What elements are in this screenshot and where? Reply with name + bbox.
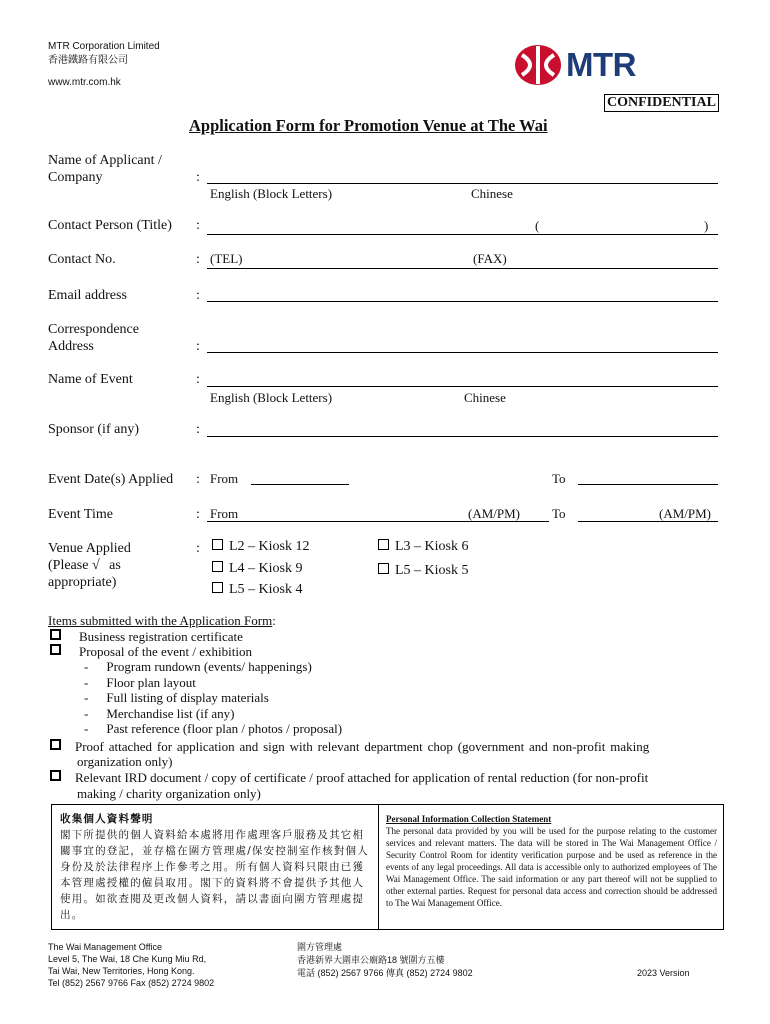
notice-zh-body: 閣下所提供的個人資料給本處將用作處理客戶服務及其它相關事宜的登記，並存檔在圍方管理處/保安控制室作核對個人身份及於法律程序上作參考之用。所有個人資料只限由已獲本管理處授權的僱員取用。閣下的資料將不會提供予其他人使用。如欲查閱及更改個人資料，請以書面向圍方管理處提出。 (60, 829, 369, 921)
address-label-line2: Address (48, 339, 94, 354)
checkbox-icon[interactable] (50, 644, 61, 655)
venue-label-line1: Venue Applied (48, 541, 131, 556)
item-proof[interactable] (50, 739, 730, 755)
checkbox-icon[interactable] (212, 582, 223, 593)
form-version: 2023 Version (637, 968, 690, 978)
notice-divider (378, 805, 379, 929)
date-from-field[interactable] (251, 484, 349, 485)
notice-en (386, 813, 717, 909)
colon: : (196, 372, 200, 387)
sub-item-label: Floor plan layout (106, 675, 196, 690)
time-to-ampm: (AM/PM) (659, 506, 712, 521)
colon: : (196, 422, 200, 437)
colon: : (196, 472, 200, 487)
venue-option-label: L2 – Kiosk 12 (229, 539, 310, 554)
items-heading-text: Items submitted with the Application Form (48, 613, 273, 628)
footer-zh-office: 圍方管理處 (297, 942, 343, 952)
venue-label-as: as (109, 558, 121, 573)
time-to-label: To (552, 506, 566, 521)
items-heading-colon: : (272, 613, 276, 628)
venue-option-l5-kiosk4[interactable] (212, 582, 303, 598)
checkbox-icon[interactable] (212, 561, 223, 572)
checkbox-icon[interactable] (50, 770, 61, 781)
venue-option-label: L5 – Kiosk 4 (229, 582, 303, 597)
event-english-hint: English (Block Letters) (210, 390, 333, 405)
dash: - (84, 706, 89, 721)
venue-option-l2-kiosk12[interactable] (212, 539, 310, 555)
applicant-name-field[interactable] (207, 183, 718, 184)
applicant-label-line1: Name of Applicant / (48, 153, 162, 168)
time-from-field[interactable] (207, 521, 549, 522)
footer-address-line1: Level 5, The Wai, 18 Che Kung Miu Rd, (48, 954, 207, 964)
venue-label-line2 (48, 558, 121, 574)
item-proof-cont: organization only) (77, 754, 173, 769)
sub-item-label: Program rundown (events/ happenings) (106, 659, 312, 674)
venue-option-l5-kiosk5[interactable] (378, 563, 469, 579)
items-heading (48, 613, 276, 629)
address-field[interactable] (207, 352, 718, 353)
footer-zh-contact: 電話 (852) 2567 9766 傳真 (852) 2724 9802 (297, 968, 473, 978)
mtr-logo-symbol-icon (514, 44, 562, 86)
tel-label: (TEL) (210, 251, 243, 266)
checkbox-icon[interactable] (212, 539, 223, 550)
dash: - (84, 690, 89, 705)
fax-label: (FAX) (473, 251, 507, 266)
time-to-field[interactable] (578, 521, 718, 522)
sub-item-label: Merchandise list (if any) (106, 706, 235, 721)
date-to-field[interactable] (578, 484, 718, 485)
mtr-logo (514, 44, 664, 86)
contact-person-field[interactable] (207, 234, 718, 235)
footer-zh (297, 941, 473, 980)
sponsor-label: Sponsor (if any) (48, 422, 139, 437)
event-chinese-hint: Chinese (464, 390, 506, 405)
item-label: Proof attached for application and sign with relevant department chop (government and non-profit making (75, 739, 650, 754)
colon: : (196, 170, 200, 185)
checkbox-icon[interactable] (50, 629, 61, 640)
event-time-label: Event Time (48, 507, 113, 522)
time-from-label: From (210, 506, 239, 521)
footer-zh-address: 香港新界大圍車公廟路18 號圍方五樓 (297, 955, 445, 965)
dash: - (84, 675, 89, 690)
venue-label-please: (Please (48, 558, 89, 573)
company-website: www.mtr.com.hk (48, 77, 121, 88)
company-name-en: MTR Corporation Limited (48, 41, 160, 52)
contact-person-label: Contact Person (Title) (48, 218, 172, 233)
event-dates-label: Event Date(s) Applied (48, 472, 174, 487)
venue-option-label: L3 – Kiosk 6 (395, 539, 469, 554)
colon: : (196, 252, 200, 267)
colon: : (196, 288, 200, 303)
date-from-label: From (210, 471, 239, 486)
email-label: Email address (48, 288, 127, 303)
chinese-hint: Chinese (471, 186, 513, 201)
venue-label-line3: appropriate) (48, 575, 117, 590)
sub-item (84, 706, 235, 722)
checkbox-icon[interactable] (378, 539, 389, 550)
contact-no-label: Contact No. (48, 252, 116, 267)
notice-zh-title: 收集個人資料聲明 (60, 813, 154, 825)
venue-option-l4-kiosk9[interactable] (212, 561, 303, 577)
title-paren-close: ) (704, 218, 709, 233)
sub-item-label: Past reference (floor plan / photos / proposal) (106, 721, 343, 736)
event-name-label: Name of Event (48, 372, 133, 387)
notice-en-body: The personal data provided by you will be used for the purpose relating to the customer services and relevant matters. The data will be stored in The Wai Management Office / Security Control Room for identity verification purpose and be used as reference in the events of any legal proceedings. All data is accessible only to authorized employees of The Wai Management Office. The said information or any part thereof will not be supplied to other external parties. Request for personal data access and correction should be addressed to The Wai Management Office. (386, 826, 717, 908)
venue-option-l3-kiosk6[interactable] (378, 539, 469, 555)
personal-data-notice (51, 804, 724, 930)
sponsor-field[interactable] (207, 436, 718, 437)
item-label: Relevant IRD document / copy of certificate / proof attached for application of rental reduction (for non-profit (75, 770, 649, 785)
dash: - (84, 721, 89, 736)
sub-item (84, 721, 342, 737)
date-to-label: To (552, 471, 566, 486)
contact-no-field[interactable] (207, 268, 718, 269)
colon: : (196, 218, 200, 233)
item-label: Proposal of the event / exhibition (79, 644, 252, 659)
footer-office-name: The Wai Management Office (48, 942, 163, 952)
address-label-line1: Correspondence (48, 322, 139, 337)
notice-en-title: Personal Information Collection Statement (386, 814, 552, 824)
time-from-ampm: (AM/PM) (468, 506, 521, 521)
email-field[interactable] (207, 301, 718, 302)
dash: - (84, 659, 89, 674)
confidential-stamp: CONFIDENTIAL (604, 94, 719, 112)
event-name-field[interactable] (207, 386, 718, 387)
title-paren-open: ( (535, 218, 540, 233)
form-title: Application Form for Promotion Venue at The Wai (189, 116, 548, 135)
item-ird[interactable] (50, 770, 730, 786)
item-ird-cont: making / charity organization only) (77, 786, 261, 801)
company-name-zh: 香港鐵路有限公司 (48, 55, 128, 66)
venue-option-label: L5 – Kiosk 5 (395, 563, 469, 578)
footer-en (48, 941, 214, 989)
checkmark-icon: √ (91, 558, 100, 573)
sub-item-label: Full listing of display materials (106, 690, 269, 705)
sub-item (84, 659, 312, 675)
colon: : (196, 541, 200, 556)
english-block-hint: English (Block Letters) (210, 186, 333, 201)
footer-contact: Tel (852) 2567 9766 Fax (852) 2724 9802 (48, 978, 215, 988)
logo-wordmark: MTR (566, 46, 636, 83)
notice-zh (60, 811, 372, 923)
checkbox-icon[interactable] (50, 739, 61, 750)
venue-option-label: L4 – Kiosk 9 (229, 561, 303, 576)
item-br-certificate[interactable] (50, 629, 243, 645)
colon: : (196, 339, 200, 354)
sub-item (84, 675, 196, 691)
item-proposal[interactable] (50, 644, 252, 660)
sub-item (84, 690, 269, 706)
item-label: Business registration certificate (79, 629, 243, 644)
checkbox-icon[interactable] (378, 563, 389, 574)
colon: : (196, 507, 200, 522)
applicant-label-line2: Company (48, 170, 103, 185)
footer-address-line2: Tai Wai, New Territories, Hong Kong. (48, 966, 195, 976)
